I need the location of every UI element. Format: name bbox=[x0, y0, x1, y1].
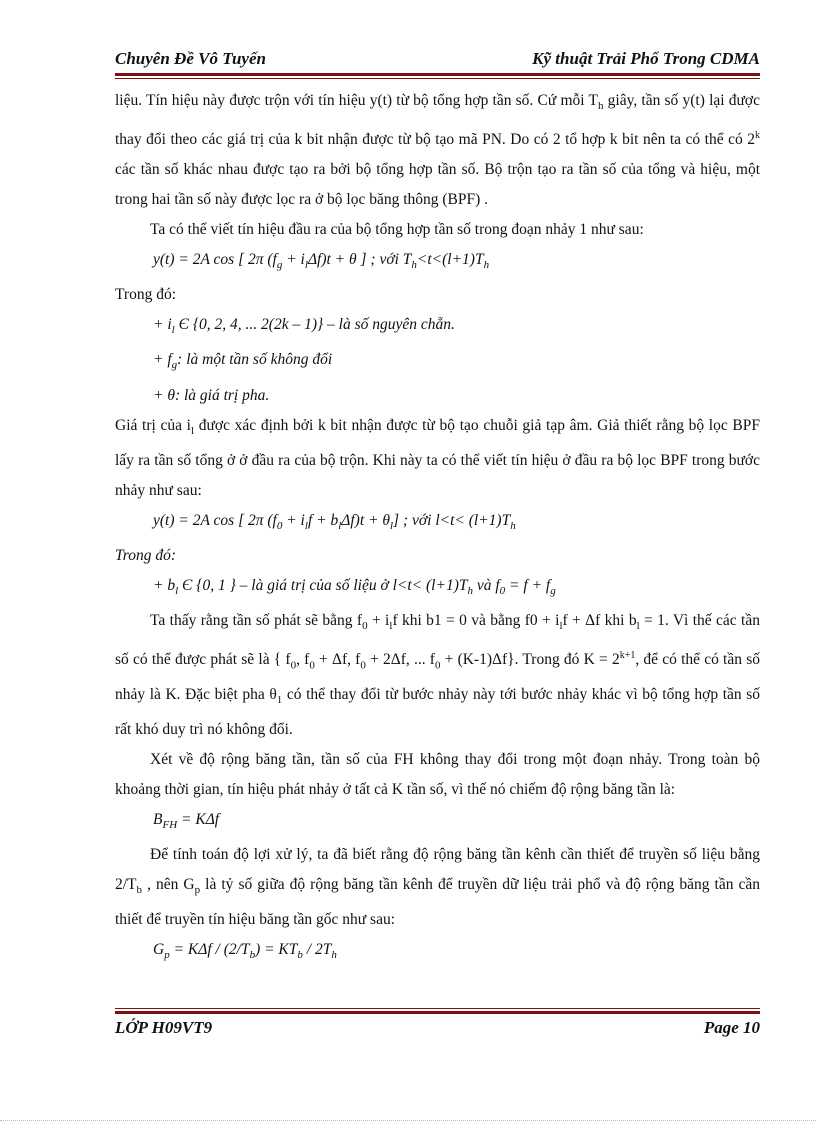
header-rule-thick bbox=[115, 73, 760, 76]
footer-rule-thin bbox=[115, 1008, 760, 1009]
paragraph-5: Xét về độ rộng băng tần, tần số của FH không thay đổi trong một đoạn nhảy. Trong toàn bộ khoảng thời gian, tín hiệu phát nhảy ở tất cả K tần số, vì thế nó chiếm độ rộng băng tần là: bbox=[115, 751, 760, 799]
document-body bbox=[115, 86, 760, 971]
page-number: Page 10 bbox=[703, 1018, 760, 1037]
paragraph-1: liệu. Tín hiệu này được trộn với tín hiệu y(t) từ bộ tổng hợp tần số. Cứ mỗi $T_h$ giây, tần số y(t) lại được thay đổi theo các giá trị của k bit nhận được từ bộ tạo mã PN. Do có 2 tổ hợp k bit nên ta có thể có 2$^k$ các tần số khác nhau được tạo ra bởi bộ tổng hợp tần số. Bộ trộn tạo ra tần số của tổng và hiệu, một trong hai tần số này được lọc ra ở bộ lọc băng thông (BPF) . bbox=[115, 92, 760, 209]
bullet-il: + $i_l$ Є {0, 2, 4, ... 2(2k – 1)} – là số nguyên chẵn. bbox=[153, 316, 455, 337]
where-label-2: Trong đó: bbox=[115, 546, 177, 564]
page-bottom-dotted-line bbox=[0, 1120, 816, 1121]
bullet-bl: + $b_l$ Є {0, 1 } – là giá trị của số liệu ở $l<t< (l+1)T_h$ và $f_0 = f + f_g$ bbox=[153, 576, 556, 597]
header-right-title: Kỹ thuật Trải Phổ Trong CDMA bbox=[532, 49, 760, 68]
equation-2: y(t) = 2A cos [ 2π $(f_0 + i_lf + b_l\Delta f)t + \theta_l$] ; với $l<t< (l+1)T_h$ bbox=[153, 511, 516, 532]
footer-rule-thick bbox=[115, 1011, 760, 1014]
header-left-title: Chuyên Đề Vô Tuyến bbox=[115, 49, 266, 68]
equation-3: $B_{FH} = K\Delta f$ bbox=[153, 811, 220, 832]
header-rule-thin bbox=[115, 78, 760, 79]
page-header bbox=[115, 47, 760, 73]
paragraph-2: Ta có thể viết tín hiệu đầu ra của bộ tổng hợp tần số trong đoạn nhảy 1 như sau: bbox=[150, 221, 644, 239]
paragraph-4: Ta thấy rằng tần số phát sẽ bằng $f_0 + i_lf$ khi b1 = 0 và bằng $f0 + i_lf + \Delta f$ khi $b_l = 1$. Vì thế các tần số có thể được phát sẽ là { $f_0$, $f_0 + \Delta f$, $f_0 + 2\Delta f$, ... $f_0 + (K-1)\Delta f$}. Trong đó $K = 2^{k+1}$, để có thể có tần số nhảy là K. Đặc biệt pha $\theta_1$ có thể thay đổi từ bước nhảy này tới bước nhảy khác vì bộ tổng hợp tần số rất khó duy trì nó không đổi. bbox=[115, 611, 760, 739]
equation-4: $G_p = K\Delta f / (2/T_b) = KT_b / 2T_h$ bbox=[153, 941, 337, 962]
paragraph-6: Để tính toán độ lợi xử lý, ta đã biết rằng độ rộng băng tần kênh cần thiết để truyền số liệu bằng $2/T_b$ , nên $G_p$ là tỷ số giữa độ rộng băng tần kênh để truyền dữ liệu trải phổ và độ rộng băng tần cần thiết để truyền tín hiệu băng tần gốc như sau: bbox=[115, 846, 760, 929]
paragraph-3: Giá trị của $i_l$ được xác định bởi k bit nhận được từ bộ tạo chuỗi giả tạp âm. Giả thiết rằng bộ lọc BPF lấy ra tần số tổng ở ở đầu ra của bộ trộn. Khi này ta có thể viết tín hiệu ở đầu ra bộ lọc BPF trong bước nhảy như sau: bbox=[115, 416, 760, 499]
equation-1: y(t) = 2A cos [ 2π $(f_g + i_l\Delta f)t + \theta$ ] ; với $T_h<t<(l+1)T_h$ bbox=[153, 251, 490, 272]
footer-class-label: LỚP H09VT9 bbox=[115, 1018, 213, 1037]
where-label-1: Trong đó: bbox=[115, 286, 177, 304]
bullet-fg: + $f_g$: là một tần số không đổi bbox=[153, 351, 333, 372]
bullet-theta: + θ: là giá trị pha. bbox=[153, 386, 270, 404]
